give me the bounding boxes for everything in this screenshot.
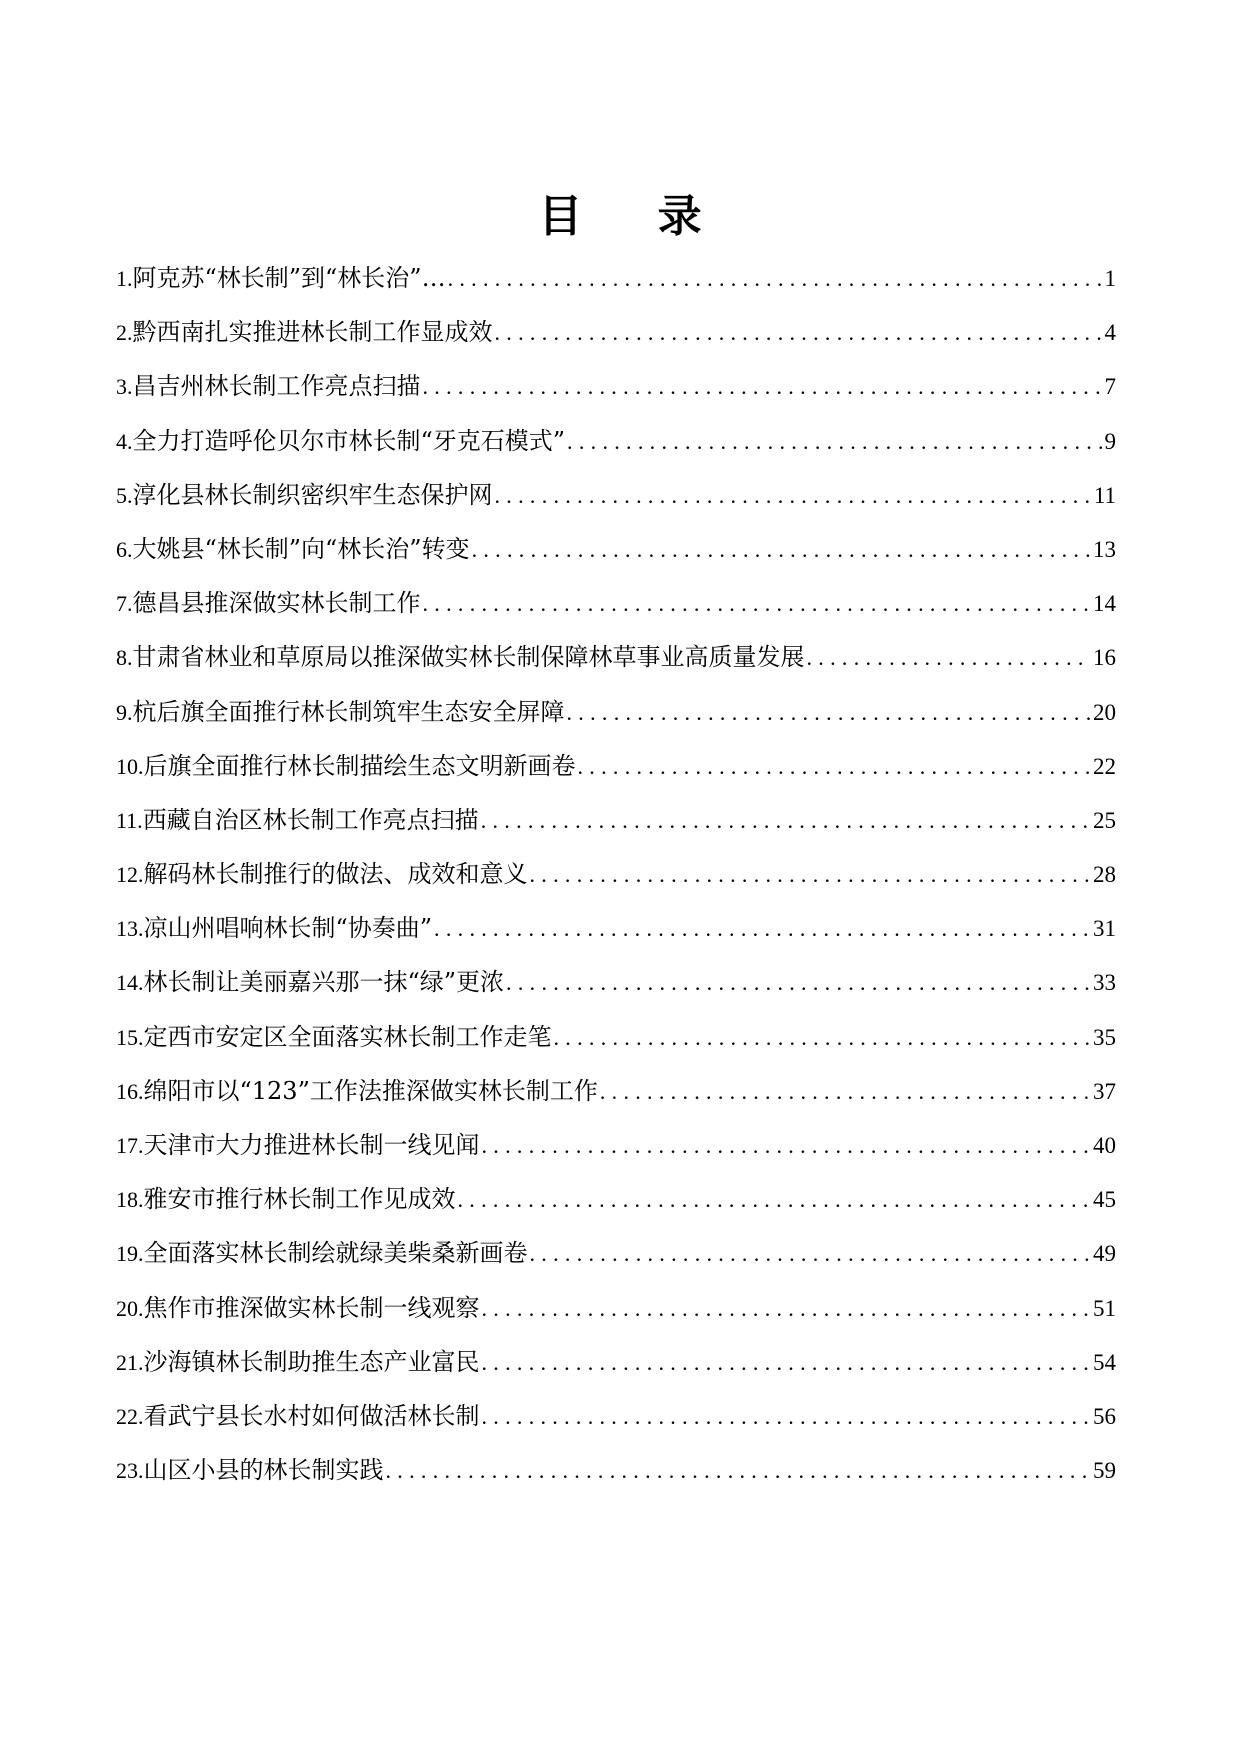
toc-entry[interactable] (116, 316, 1116, 370)
toc-entry[interactable] (116, 262, 1116, 316)
toc-entry-title[interactable]: 焦作市推深做实林长制一线观察 (143, 1293, 480, 1322)
toc-entry-title[interactable]: 杭后旗全面推行林长制筑牢生态安全屏障 (132, 697, 565, 726)
toc-entry-number: 12. (116, 862, 144, 888)
toc-entry-number: 7. (116, 591, 133, 617)
toc-entry-number: 21. (116, 1349, 144, 1375)
toc-entry-page-number: 33 (1093, 970, 1116, 996)
toc-entry[interactable] (116, 1346, 1116, 1400)
toc-dot-leader (530, 859, 1092, 891)
toc-entry[interactable] (116, 912, 1116, 966)
toc-dot-leader (481, 805, 1091, 837)
toc-dot-leader (495, 480, 1092, 512)
toc-entry[interactable] (116, 1237, 1116, 1291)
toc-entry-number: 8. (116, 645, 133, 671)
toc-dot-leader (434, 913, 1091, 945)
toc-entry-page-number: 59 (1093, 1458, 1116, 1484)
toc-entry[interactable] (116, 370, 1116, 424)
toc-entry-page-number: 31 (1093, 916, 1116, 942)
toc-entry[interactable] (116, 696, 1116, 750)
toc-entry-title[interactable]: 西藏自治区林长制工作亮点扫描 (142, 805, 479, 834)
toc-dot-leader (423, 588, 1092, 620)
toc-dot-leader (530, 1238, 1092, 1270)
toc-dot-leader (567, 697, 1092, 729)
toc-entry-title[interactable]: 全面落实林长制绘就绿美柴桑新画卷 (143, 1239, 528, 1268)
toc-entry-number: 6. (116, 536, 133, 562)
toc-entry-title[interactable]: 雅安市推行林长制工作见成效 (143, 1185, 456, 1214)
toc-entry[interactable] (116, 966, 1116, 1020)
toc-entry-title[interactable]: 阿克苏“林长制”到“林长治”… (132, 264, 446, 292)
toc-dot-leader (578, 751, 1092, 783)
toc-dot-leader (506, 967, 1091, 999)
toc-entry-number: 23. (116, 1458, 144, 1484)
toc-entry-page-number: 49 (1093, 1241, 1116, 1267)
toc-entry-page-number: 20 (1093, 699, 1116, 725)
toc-entry-number: 19. (116, 1241, 144, 1267)
toc-entry-page-number: 4 (1104, 320, 1116, 346)
toc-entry-title[interactable]: 山区小县的林长制实践 (143, 1456, 384, 1485)
toc-entry-title[interactable]: 昌吉州林长制工作亮点扫描 (132, 372, 421, 401)
toc-entry-title[interactable]: 凉山州唱响林长制“协奏曲” (143, 914, 433, 943)
toc-entry-title[interactable]: 沙海镇林长制助推生态产业富民 (143, 1347, 480, 1376)
toc-entry-page-number: 14 (1093, 591, 1116, 617)
toc-entry-number: 1. (116, 266, 133, 291)
toc-entry-page-number: 11 (1093, 482, 1116, 508)
toc-dot-leader (567, 426, 1102, 458)
toc-entry-title[interactable]: 淳化县林长制织密织牢生态保护网 (132, 480, 493, 509)
toc-entry[interactable] (116, 425, 1116, 479)
toc-entry-number: 14. (116, 970, 144, 996)
toc-entry[interactable] (116, 1400, 1116, 1454)
toc-entry-page-number: 13 (1093, 536, 1116, 562)
toc-entry[interactable] (116, 1292, 1116, 1346)
toc-dot-leader (472, 534, 1091, 566)
toc-entry-page-number: 51 (1093, 1295, 1116, 1321)
toc-entry-number: 10. (116, 753, 144, 779)
toc-entry-page-number: 1 (1104, 266, 1116, 291)
toc-entry-title[interactable]: 全力打造呼伦贝尔市林长制“牙克石模式” (132, 426, 566, 455)
toc-dot-leader (600, 1076, 1091, 1108)
toc-entry-page-number: 37 (1093, 1078, 1116, 1104)
toc-entry-number: 22. (116, 1403, 144, 1429)
toc-entry[interactable] (116, 1021, 1116, 1075)
toc-entry-page-number: 7 (1104, 374, 1116, 400)
toc-entry-number: 16. (116, 1078, 144, 1104)
toc-entry-page-number: 35 (1093, 1024, 1116, 1050)
toc-entry-number: 3. (116, 374, 133, 400)
toc-entry-number: 11. (116, 807, 143, 833)
toc-entry-number: 15. (116, 1024, 144, 1050)
toc-entry-page-number: 54 (1093, 1349, 1116, 1375)
toc-entry-title[interactable]: 绵阳市以“123”工作法推深做实林长制工作 (143, 1076, 598, 1105)
toc-dot-leader (482, 1293, 1092, 1325)
toc-entry-number: 9. (116, 699, 133, 725)
toc-dot-leader (482, 1130, 1092, 1162)
toc-dot-leader (448, 263, 1103, 295)
toc-dot-leader (386, 1455, 1092, 1487)
toc-entry[interactable] (116, 858, 1116, 912)
toc-dot-leader (495, 317, 1103, 349)
toc-entry-title[interactable]: 看武宁县长水村如何做活林长制 (143, 1401, 480, 1430)
toc-entry-page-number: 56 (1093, 1403, 1116, 1429)
toc-entry-title[interactable]: 大姚县“林长制”向“林长治”转变 (132, 534, 470, 563)
toc-dot-leader (482, 1401, 1092, 1433)
toc-entry[interactable] (116, 641, 1116, 695)
toc-entry-number: 18. (116, 1187, 144, 1213)
toc-entry-number: 5. (116, 482, 133, 508)
toc-dot-leader (482, 1347, 1092, 1379)
toc-entry-number: 4. (116, 428, 133, 454)
toc-entry-number: 2. (116, 320, 133, 346)
toc-entry-title[interactable]: 德昌县推深做实林长制工作 (132, 589, 421, 618)
toc-dot-leader (423, 371, 1103, 403)
toc-entry-page-number: 9 (1104, 428, 1116, 454)
toc-entry-title[interactable]: 定西市安定区全面落实林长制工作走笔 (143, 1022, 552, 1051)
toc-entry[interactable] (116, 1183, 1116, 1237)
toc-entry-page-number: 16 (1093, 645, 1116, 671)
toc-entry-page-number: 40 (1093, 1133, 1116, 1158)
toc-entry[interactable] (116, 1075, 1116, 1129)
toc-entry-title[interactable]: 后旗全面推行林长制描绘生态文明新画卷 (143, 751, 576, 780)
toc-entry-page-number: 22 (1093, 753, 1116, 779)
toc-entry[interactable] (116, 1454, 1116, 1508)
toc-entry-title[interactable]: 黔西南扎实推进林长制工作显成效 (132, 318, 493, 347)
toc-entry-number: 17. (116, 1133, 144, 1158)
toc-entry[interactable] (116, 1129, 1116, 1183)
toc-entry[interactable] (116, 479, 1116, 533)
table-of-contents (116, 262, 1116, 1508)
toc-dot-leader (458, 1184, 1092, 1216)
toc-dot-leader (554, 1022, 1092, 1054)
toc-entry[interactable] (116, 804, 1116, 858)
toc-entry-number: 20. (116, 1295, 144, 1321)
toc-entry[interactable] (116, 533, 1116, 587)
toc-entry-title[interactable]: 林长制让美丽嘉兴那一抹“绿”更浓 (143, 968, 505, 997)
toc-entry-number: 13. (116, 916, 144, 942)
toc-entry[interactable] (116, 750, 1116, 804)
toc-entry-page-number: 25 (1093, 807, 1116, 833)
toc-entry[interactable] (116, 587, 1116, 641)
toc-entry-title[interactable]: 天津市大力推进林长制一线见闻 (143, 1131, 480, 1159)
toc-entry-page-number: 45 (1093, 1187, 1116, 1213)
toc-entry-title[interactable]: 解码林长制推行的做法、成效和意义 (143, 860, 528, 889)
page-title: 目 录 (538, 191, 732, 243)
toc-entry-title[interactable]: 甘肃省林业和草原局以推深做实林长制保障林草事业高质量发展 (132, 643, 805, 672)
toc-dot-leader (807, 642, 1092, 674)
toc-entry-page-number: 28 (1093, 862, 1116, 888)
